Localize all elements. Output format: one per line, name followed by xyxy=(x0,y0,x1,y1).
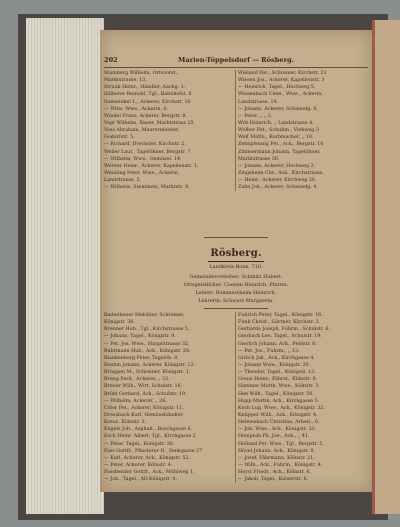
bottom-right-column xyxy=(236,312,368,483)
directory-entry: Marktstrasse 30. xyxy=(238,156,280,162)
page-number: 202 xyxy=(104,56,118,64)
directory-entry: Weiler Laur., Tagelöhner, Bergstr. 7 xyxy=(104,149,191,155)
directory-entry: — Witw. Wwe., Ackerin, 6. xyxy=(104,106,169,112)
directory-entry: — Wilhelm, Wwe., Gemüsel. 14. xyxy=(104,156,182,162)
directory-entry: Brüggen M., Schreiner, Königstr. 1. xyxy=(104,370,191,376)
directory-entry: Girlich Jak., Ack., Kirchgasse 4. xyxy=(238,355,315,361)
directory-entry: Fuhrich Peter, Tagel., Königstr. 16. xyxy=(238,313,323,318)
directory-entry: Koch Lug. Wwe., Ack., Königstr. 32. xyxy=(238,405,325,411)
section-title: Rösberg. xyxy=(210,248,262,259)
directory-entry: Zehnpfennig Pet., Ack., Bergstr. 16 xyxy=(238,142,324,148)
directory-entry: Knüpper Wilh., Ack., Königstr. 4. xyxy=(238,412,318,418)
directory-entry: Boehm Johann, Ackerer, Königstr. 12. xyxy=(104,362,196,368)
directory-entry: Engels Joh., Asphalt., Buschgasse 6. xyxy=(104,427,193,433)
directory-entry: — Heinrich, Tagel., Hochweg 5. xyxy=(238,85,316,91)
directory-entry: — Wilhelm, Ackerer, „ 26. xyxy=(104,398,167,404)
directory-entry: Landstrasse, 5. xyxy=(104,178,142,184)
directory-entry: Cöler Pet., Ackerer, Königstr. 11. xyxy=(104,405,184,411)
directory-entry: Funk Christ., Gärtner, Kirchstr. 3. xyxy=(238,320,321,326)
directory-entry: Gierlich Johann, Ack., Feldstr. 6. xyxy=(238,341,317,347)
directory-entry: Hupp Martin, Ack., Kirchgasse 5. xyxy=(238,398,320,404)
directory-entry: Hempesh Ph. Joe., Ack., „ 41. xyxy=(238,434,310,440)
directory-entry: Holland Pet. Wwe., Tgl., Bergstr. 5. xyxy=(238,441,324,447)
directory-entry: Blankenberg Peter, Tagelöh. 8. xyxy=(104,355,179,361)
section-divider-bottom xyxy=(204,308,268,309)
directory-entry: — Joh., Tagel., Alt-Königstr. 4. xyxy=(104,477,177,483)
directory-entry: Fass Gottfr., Pflasterer D., Senkgasse 27 xyxy=(104,448,203,454)
directory-entry: Hammer Matth. Wwe., Kölnstr. 3. xyxy=(238,384,320,390)
directory-entry: Badenheuer Melchior, Schreiner, xyxy=(104,313,185,318)
directory-entry: Marktstrasse, 13. xyxy=(104,78,147,84)
directory-entry: Zingsheim Chr., Ack., Kirchstrasse. xyxy=(238,170,324,176)
directory-entry: Werner Heinr., Ackerer, Kapellenstr. 1. xyxy=(104,163,199,169)
directory-entry: Wiesenbach Clem., Wwe., Ackerin, xyxy=(238,92,323,98)
directory-entry: — Pet. Jos., Fuhrm., „ 13. xyxy=(238,348,300,354)
bottom-left-column xyxy=(104,312,236,483)
directory-top xyxy=(104,70,368,191)
page-title: Marien-Töppelsdorf — Rösberg. xyxy=(178,56,294,64)
directory-entry: Strunk Heinr., Händler, Aachg. 1. xyxy=(104,85,186,91)
directory-entry: — Johann, Ackerer, Schmiedg. 6. xyxy=(238,106,318,112)
directory-entry: — Josef, Fährmann, Kölnstr. 21. xyxy=(238,455,315,461)
directory-entry: — Joh. Wwe., Ack., Königstr. 31. xyxy=(238,427,317,433)
directory-entry: Witt Heinrich, „ Landstrasse 4. xyxy=(238,120,314,126)
directory-entry: Windel Franz, Ackerer, Bergstr. 8. xyxy=(104,113,187,119)
book-page-stack xyxy=(26,18,104,514)
section-info-line: Lehrer: Bommersheim Heinrich. xyxy=(195,290,277,296)
directory-entry: — Peter, Tagel., Königstr. 38. xyxy=(104,441,175,447)
directory-bottom xyxy=(104,312,368,483)
section-info-line: Ortsgeistlicher: Coenen Heinrich, Pfarrer. xyxy=(183,282,289,288)
directory-entry: Hen Wilh., Tagel., Königstr. 50. xyxy=(238,391,314,397)
section-info-line: Gemeindevorsteher: Schmitz Hubert. xyxy=(189,274,283,280)
header-divider xyxy=(104,67,368,68)
directory-entry: — Johann Wwe., Königstr. 20. xyxy=(238,362,311,368)
directory-entry: — Johann, Tagel., Königstr. 9. xyxy=(104,334,176,340)
directory-entry: Wiesen Jos., Ackerer, Kapellenstr. 3 xyxy=(238,78,325,84)
directory-entry: Voss Abraham, Maurermeister, xyxy=(104,128,180,134)
directory-entry: Horst Friedr., Ack., Kölnstr. 6. xyxy=(238,470,312,476)
directory-entry: Vogt Wilhelm, Bauer, Marktstrass 25 xyxy=(104,120,194,126)
directory-entry: Kreuz. Kölnstr. 3. xyxy=(104,420,147,426)
directory-entry: — Karl, Ackerer, Ack., Königstr. 52. xyxy=(104,455,190,461)
directory-entry: Esch Heinr. Albert, Tgl., Kirchgasse 2 xyxy=(104,434,196,440)
book-page xyxy=(100,30,372,492)
directory-entry: Wessling Peter, Wwe., Ackerin, xyxy=(104,170,180,176)
directory-entry: — Richard, Drechsler, Kirchstr. 2. xyxy=(104,142,186,148)
directory-entry: — Jakob, Tagel., Kaiserstr. 6. xyxy=(238,477,309,483)
directory-entry: Breng Ferd., Ackerer, „ 33. xyxy=(104,377,170,383)
directory-entry: Zahn Joh., Ackerer, Schmiedg. 4. xyxy=(238,185,318,191)
directory-entry: Wolf Mathi., Korbmacher, „ 10. xyxy=(238,135,314,141)
directory-entry: Stumberg Wilhelm, Ortsvorst., xyxy=(104,71,179,76)
directory-entry: Grenz Heinr., Fährst., Kölnstr. 8. xyxy=(238,377,318,383)
directory-entry: Godorfstr. 5. xyxy=(104,135,135,141)
directory-entry: Wieland Pet., Schreiner, Kirchstr. 21 xyxy=(238,71,327,76)
book-spine-edge xyxy=(372,20,400,514)
directory-entry: — Heinr., Ackerer, Kirchweg 20. xyxy=(238,178,317,184)
directory-entry: Hövel Johann, Ack., Königstr. 9. xyxy=(238,448,316,454)
directory-entry: — Wilhelm, Steinmetz, Marktstr. 9. xyxy=(104,185,190,191)
section-info-line: Landkreis Bonn. 710. xyxy=(209,264,263,270)
directory-entry: Königstr. 38. xyxy=(104,320,135,326)
directory-entry: Breuer Wilh., Wirt, Schulstr. 16. xyxy=(104,384,183,390)
directory-entry: — Pet. Jos. Wwe., Hauptstrasse 32. xyxy=(104,341,190,347)
top-left-column xyxy=(104,70,236,191)
directory-entry: Sumwinkel L., Ackerer, Kirchstr. 10 xyxy=(104,99,191,105)
section-info-line: Lehrerin: Schwarz Margareta. xyxy=(198,298,274,304)
directory-entry: — Johann, Ackerer, Hochweg 2. xyxy=(238,163,316,169)
directory-entry: Gerhards Joseph, Fuhrm., Schulstr. 6. xyxy=(238,327,330,333)
directory-entry: Helmesbach Christine, Arbeit., 6. xyxy=(238,420,320,426)
directory-entry: Buhrmann Hub., Ack., Königstr. 28. xyxy=(104,348,191,354)
directory-entry: — Peter, Ackerer, Kölnstr. 4. xyxy=(104,462,173,468)
directory-entry: Zimmermann Johann, Tagelöhner, xyxy=(238,149,321,155)
directory-entry: Brühl Gerhard, Ack., Schulstr. 10. xyxy=(104,391,187,397)
directory-entry: — Wilh., Ack., Fuhrm., Königstr. 4. xyxy=(238,462,323,468)
directory-entry: Fassbender Gottfr., Ack., Mühlweg 1. xyxy=(104,470,195,476)
directory-entry: Sülberer Reinold, Tgl., Bahnhofst. 8 xyxy=(104,92,192,98)
directory-entry: Landstrasse, 14. xyxy=(238,99,279,105)
directory-entry: Brenner Hub., Tgl., Kirchstrasse 5. xyxy=(104,327,190,333)
top-right-column xyxy=(236,70,368,191)
directory-entry: Wolber Pet., Schuhm., Viehweg 3 xyxy=(238,128,319,134)
section-divider-top xyxy=(204,237,268,238)
directory-entry: Dressbach Karl, Gemüsehändler, xyxy=(104,412,184,418)
directory-entry: — Theodor, Tagel., Königstr. 13. xyxy=(238,370,316,376)
directory-entry: Gierbach Leo, Tagel., Schulstr. 19. xyxy=(238,334,322,340)
section-title-underline xyxy=(208,261,264,262)
directory-entry: — Peter, „ „ 2. xyxy=(238,113,273,119)
